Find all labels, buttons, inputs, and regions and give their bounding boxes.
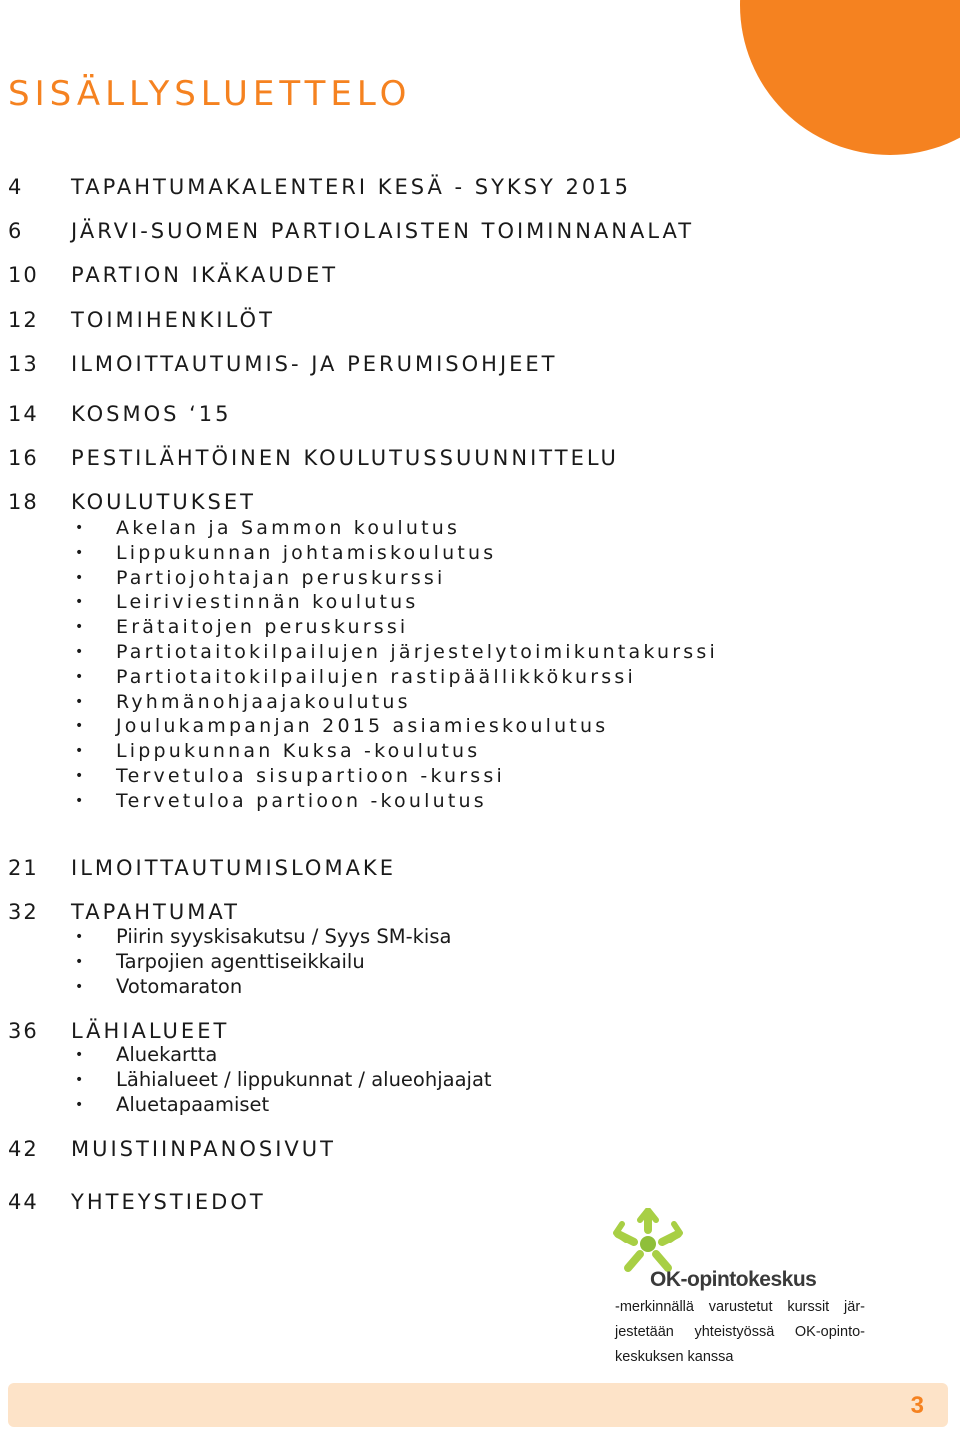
toc-heading[interactable]: ILMOITTAUTUMIS- JA PERUMISOHJEET	[71, 352, 558, 376]
toc-page-number: 4	[8, 175, 24, 199]
list-item-label: Votomaraton	[116, 974, 243, 998]
toc-heading[interactable]: TOIMIHENKILÖT	[71, 308, 275, 332]
toc-heading[interactable]: KOSMOS ‘15	[71, 402, 232, 426]
bullet-icon: •	[75, 643, 84, 660]
toc-page-number: 36	[8, 1019, 39, 1043]
list-item[interactable]	[71, 590, 871, 615]
list-item-label: Lippukunnan johtamiskoulutus	[116, 541, 497, 564]
toc-heading[interactable]: MUISTIINPANOSIVUT	[71, 1137, 336, 1161]
bullet-icon: •	[75, 619, 84, 636]
footer-bar	[8, 1383, 948, 1427]
bullet-icon: •	[75, 668, 84, 685]
list-item[interactable]	[71, 640, 871, 665]
logo-star-icon	[616, 1210, 680, 1268]
list-item[interactable]	[71, 541, 871, 566]
list-item-label: Aluetapaamiset	[116, 1092, 270, 1116]
list-item-label: Partiotaitokilpailujen järjestelytoimikuntakurssi	[116, 640, 718, 663]
bullet-icon: •	[75, 693, 84, 710]
bullet-icon: •	[75, 569, 84, 586]
toc-page-number: 21	[8, 856, 39, 880]
bullet-icon: •	[75, 718, 84, 735]
list-item-label: Aluekartta	[116, 1043, 218, 1066]
list-item-label: Ryhmänohjaajakoulutus	[116, 690, 411, 713]
list-item[interactable]	[71, 714, 871, 739]
toc-page-number: 32	[8, 900, 39, 924]
bullet-icon: •	[75, 1047, 84, 1063]
list-item-label: Partiojohtajan peruskurssi	[116, 566, 446, 589]
list-item[interactable]	[71, 665, 871, 690]
bullet-icon: •	[75, 767, 84, 784]
toc-heading[interactable]: ILMOITTAUTUMISLOMAKE	[71, 856, 396, 880]
bullet-icon: •	[75, 544, 84, 561]
list-item-label: Akelan ja Sammon koulutus	[116, 517, 461, 539]
bullet-icon: •	[75, 978, 84, 995]
bullet-icon: •	[75, 1096, 84, 1113]
page-title: SISÄLLYSLUETTELO	[8, 74, 412, 114]
list-item[interactable]	[71, 789, 871, 814]
list-item[interactable]	[71, 1093, 871, 1118]
toc-page-number: 12	[8, 308, 39, 332]
list-item-label: Joulukampanjan 2015 asiamieskoulutus	[116, 715, 609, 738]
list-item[interactable]	[71, 764, 871, 789]
list-item-label: Leiriviestinnän koulutus	[116, 591, 419, 614]
note-line: jestetään yhteistyössä OK-opinto-	[615, 1324, 865, 1340]
list-item[interactable]	[71, 516, 871, 541]
toc-heading[interactable]: YHTEYSTIEDOT	[71, 1190, 266, 1214]
list-item[interactable]	[71, 1068, 871, 1093]
tapahtumat-list	[71, 925, 871, 999]
list-item[interactable]	[71, 950, 871, 975]
note-line: keskuksen kanssa	[615, 1349, 734, 1365]
toc-heading[interactable]: JÄRVI-SUOMEN PARTIOLAISTEN TOIMINNANALAT	[71, 219, 695, 243]
toc-page-number: 16	[8, 446, 39, 470]
list-item[interactable]	[71, 739, 871, 764]
toc-heading[interactable]: TAPAHTUMAT	[71, 900, 240, 924]
toc-page-number: 42	[8, 1137, 39, 1161]
list-item[interactable]	[71, 975, 871, 1000]
lahialueet-list	[71, 1043, 871, 1117]
list-item[interactable]	[71, 566, 871, 591]
bullet-icon: •	[75, 953, 84, 970]
list-item[interactable]	[71, 1043, 871, 1068]
list-item-label: Lippukunnan Kuksa -koulutus	[116, 740, 481, 763]
list-item[interactable]	[71, 925, 871, 950]
bullet-icon: •	[75, 929, 84, 945]
bullet-icon: •	[75, 743, 84, 760]
toc-heading[interactable]: PESTILÄHTÖINEN KOULUTUSSUUNNITTELU	[71, 446, 619, 470]
bullet-icon: •	[75, 520, 84, 536]
list-item-label: Partiotaitokilpailujen rastipäällikkökurssi	[116, 665, 636, 688]
page-number: 3	[910, 1392, 924, 1419]
list-item[interactable]	[71, 690, 871, 715]
bullet-icon: •	[75, 1071, 84, 1088]
toc-heading[interactable]: PARTION IKÄKAUDET	[71, 263, 339, 287]
list-item-label: Tervetuloa sisupartioon -kurssi	[116, 764, 505, 787]
list-item-label: Lähialueet / lippukunnat / alueohjaajat	[116, 1067, 492, 1091]
toc-page-number: 44	[8, 1190, 39, 1214]
list-item-label: Tarpojien agenttiseikkailu	[116, 949, 365, 973]
toc-page-number: 14	[8, 402, 39, 426]
toc-heading[interactable]: KOULUTUKSET	[71, 490, 256, 514]
list-item-label: Piirin syyskisakutsu / Syys SM-kisa	[116, 925, 452, 948]
toc-page-number: 18	[8, 490, 39, 514]
list-item[interactable]	[71, 615, 871, 640]
list-item-label: Erätaitojen peruskurssi	[116, 616, 409, 639]
bullet-icon: •	[75, 594, 84, 611]
ok-note	[615, 1295, 865, 1370]
toc-heading[interactable]: TAPAHTUMAKALENTERI KESÄ - SYKSY 2015	[71, 175, 631, 199]
bullet-icon: •	[75, 792, 84, 809]
koulutukset-list	[71, 516, 871, 814]
toc-page-number: 10	[8, 263, 39, 287]
toc-heading[interactable]: LÄHIALUEET	[71, 1019, 230, 1043]
logo-text: OK-opintokeskus	[650, 1268, 817, 1291]
toc-page-number: 6	[8, 219, 24, 243]
list-item-label: Tervetuloa partioon -koulutus	[116, 789, 487, 812]
note-line: -merkinnällä varustetut kurssit jär-	[615, 1299, 865, 1315]
toc-page-number: 13	[8, 352, 39, 376]
